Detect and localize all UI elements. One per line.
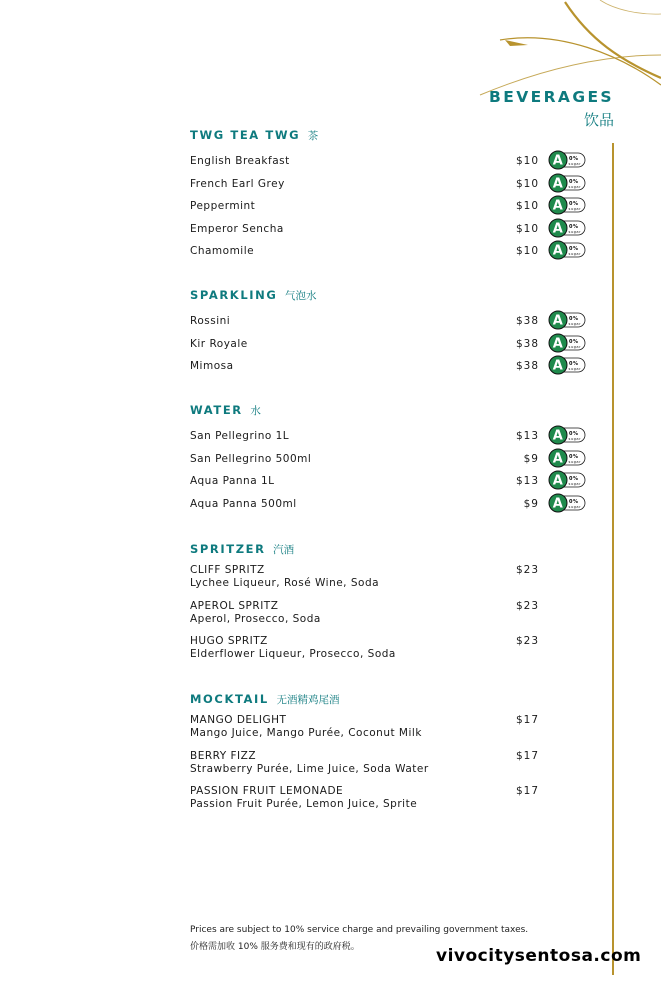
zero-sugar-a-icon (548, 240, 586, 260)
menu-item: Chamomile $10 A 0% sugar (190, 240, 590, 263)
svg-text:sugar: sugar (568, 482, 582, 486)
svg-text:sugar: sugar (568, 344, 582, 349)
menu-item: MANGO DELIGHT Mango Juice, Mango Purée, Coconut Milk $17 (190, 714, 539, 739)
section-title: SPARKLING 气泡水 (190, 288, 317, 302)
zero-sugar-a-icon (548, 448, 586, 468)
zero-sugar-a-icon (548, 218, 586, 238)
svg-text:0%: 0% (569, 201, 579, 207)
menu-item: Aqua Panna 1L $13 A 0% sugar (190, 470, 590, 493)
svg-text:0%: 0% (569, 476, 579, 482)
svg-text:sugar: sugar (568, 229, 582, 234)
menu-item: CLIFF SPRITZ Lychee Liqueur, Rosé Wine, Soda $23 (190, 564, 539, 589)
zero-sugar-a-icon (548, 493, 586, 513)
section-water (190, 403, 590, 515)
svg-text:A: A (552, 243, 564, 259)
svg-text:sugar: sugar (568, 252, 582, 256)
menu-item: English Breakfast $10 A 0% sugar (190, 150, 590, 173)
svg-text:A: A (552, 496, 564, 511)
menu-item: Emperor Sencha $10 A 0% sugar (190, 218, 590, 241)
section-title: WATER 水 (190, 403, 261, 417)
zero-sugar-a-icon (548, 333, 586, 353)
section-title: TWG TEA TWG 茶 (190, 128, 319, 142)
svg-text:A: A (552, 221, 564, 236)
menu-item: APEROL SPRITZ Aperol, Prosecco, Soda $23 (190, 599, 539, 625)
section-sparkling (190, 288, 590, 378)
zero-sugar-a-icon (548, 173, 586, 193)
menu-item: Rossini $38 A 0% sugar (190, 310, 590, 333)
menu-item: Kir Royale $38 A 0% sugar (190, 333, 590, 356)
svg-text:A: A (552, 428, 564, 444)
svg-text:0%: 0% (569, 338, 579, 345)
svg-text:sugar: sugar (568, 207, 582, 211)
svg-text:0%: 0% (569, 178, 579, 185)
svg-text:sugar: sugar (568, 322, 582, 326)
svg-text:sugar: sugar (568, 184, 582, 189)
zero-sugar-a-icon (548, 355, 586, 375)
zero-sugar-a-icon (548, 195, 586, 215)
menu-item: San Pellegrino 1L $13 A 0% sugar (190, 425, 590, 448)
svg-text:0%: 0% (569, 246, 579, 252)
svg-text:0%: 0% (569, 156, 579, 162)
page-title-zh: 饮品 (583, 111, 614, 129)
gold-vertical-rule (612, 143, 614, 975)
section-title: SPRITZER 汽酒 (190, 542, 295, 556)
menu-item: Mimosa $38 A 0% sugar (190, 355, 590, 378)
zero-sugar-a-icon (548, 425, 586, 445)
section-tea (190, 128, 590, 263)
svg-text:sugar: sugar (568, 504, 582, 509)
service-charge-note: Prices are subject to 10% service charge and prevailing government taxes. (190, 925, 529, 935)
svg-text:sugar: sugar (568, 459, 582, 464)
svg-text:A: A (552, 153, 564, 169)
menu-item: French Earl Grey $10 A 0% sugar (190, 173, 590, 196)
svg-text:0%: 0% (569, 223, 579, 230)
svg-text:A: A (552, 451, 564, 466)
zero-sugar-a-icon (548, 470, 586, 490)
svg-text:A: A (552, 198, 564, 214)
section-spritzer (190, 542, 590, 671)
zero-sugar-a-icon (548, 310, 586, 330)
section-title: MOCKTAIL 无酒精鸡尾酒 (190, 692, 340, 706)
svg-text:0%: 0% (569, 361, 579, 367)
svg-text:A: A (552, 176, 564, 191)
website-watermark: vivocitysentosa.com (436, 946, 642, 966)
menu-item: Aqua Panna 500ml $9 A 0% sugar (190, 493, 590, 516)
menu-item: HUGO SPRITZ Elderflower Liqueur, Prosecco, Soda $23 (190, 635, 539, 660)
menu-item: San Pellegrino 500ml $9 A 0% sugar (190, 448, 590, 471)
page-title: BEVERAGES (489, 88, 614, 106)
svg-text:sugar: sugar (568, 162, 582, 166)
svg-text:A: A (552, 473, 564, 489)
svg-text:0%: 0% (569, 431, 579, 437)
service-charge-note-zh: 价格需加收 10% 服务费和现有的政府税。 (190, 942, 360, 952)
svg-text:sugar: sugar (568, 367, 582, 371)
svg-text:0%: 0% (569, 316, 579, 322)
menu-item: Peppermint $10 A 0% sugar (190, 195, 590, 218)
svg-text:0%: 0% (569, 498, 579, 505)
svg-text:A: A (552, 358, 564, 374)
menu-item: BERRY FIZZ Strawberry Purée, Lime Juice, Soda Water $17 (190, 749, 539, 775)
svg-text:sugar: sugar (568, 437, 582, 441)
svg-text:A: A (552, 336, 564, 351)
svg-text:A: A (552, 313, 564, 329)
section-mocktail (190, 692, 590, 821)
svg-text:0%: 0% (569, 453, 579, 460)
menu-item: PASSION FRUIT LEMONADE Passion Fruit Purée, Lemon Juice, Sprite $17 (190, 785, 539, 810)
zero-sugar-a-icon (548, 150, 586, 170)
